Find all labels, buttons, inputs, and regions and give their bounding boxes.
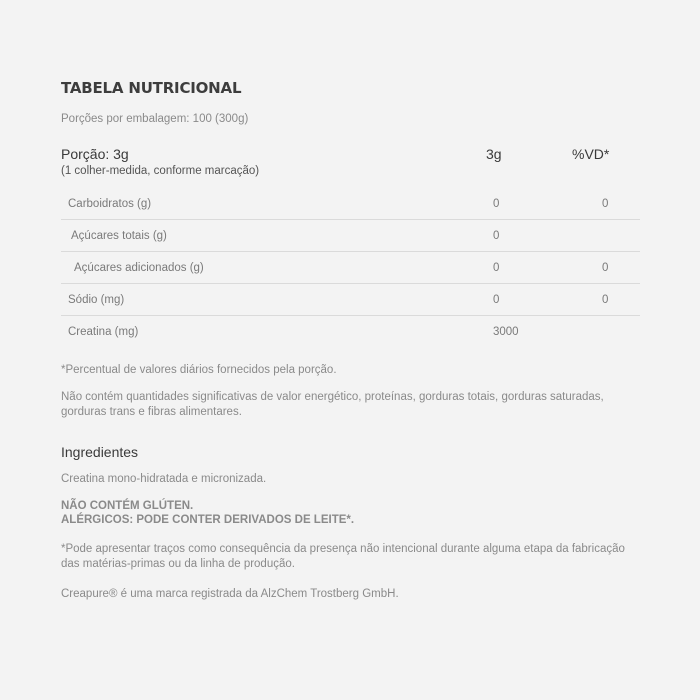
nutrient-name: Creatina (mg)	[68, 326, 139, 338]
ingredients-title: Ingredientes	[61, 444, 139, 460]
notice-line: gorduras trans e fibras alimentares.	[61, 406, 242, 418]
portions-per-package: Porções por embalagem: 100 (300g)	[61, 113, 249, 125]
nutrient-name: Carboidratos (g)	[68, 198, 152, 210]
nutrient-vd: 0	[602, 294, 609, 306]
notice-line: Não contém quantidades significativas de valor energético, proteínas, gorduras totais, gorduras saturadas,	[61, 391, 604, 403]
nutrient-value: 3000	[493, 326, 519, 338]
portion-description: (1 colher-medida, conforme marcação)	[61, 165, 260, 177]
gluten-warning: NÃO CONTÉM GLÚTEN.	[61, 500, 194, 512]
nutrient-name: Sódio (mg)	[68, 294, 125, 306]
vd-column-header: %VD*	[572, 146, 610, 162]
trademark-notice: Creapure® é uma marca registrada da AlzChem Trostberg GmbH.	[61, 588, 399, 600]
table-row	[61, 188, 640, 220]
nutrient-value: 0	[493, 294, 500, 306]
nutrient-name: Açúcares totais (g)	[71, 230, 167, 242]
nutrient-vd: 0	[602, 198, 609, 210]
portion-label: Porção: 3g	[61, 146, 129, 162]
table-row	[61, 284, 640, 316]
traces-notice	[61, 542, 640, 572]
allergen-warning	[61, 499, 640, 527]
nutrition-table	[61, 188, 640, 347]
amount-column-header: 3g	[486, 146, 502, 162]
nutrient-value: 0	[493, 262, 500, 274]
traces-line: *Pode apresentar traços como consequência da presença não intencional durante alguma etapa da fabricação	[61, 543, 625, 555]
traces-line: das matérias-primas ou da linha de produção.	[61, 558, 295, 570]
vd-footnote: *Percentual de valores diários fornecidos pela porção.	[61, 364, 337, 376]
ingredients-text: Creatina mono-hidratada e micronizada.	[61, 473, 267, 485]
table-row	[61, 316, 640, 347]
nutrient-vd: 0	[602, 262, 609, 274]
nutrient-name: Açúcares adicionados (g)	[74, 262, 204, 274]
table-row	[61, 252, 640, 284]
portion-header	[61, 146, 640, 178]
not-significant-notice	[61, 390, 636, 420]
nutrient-value: 0	[493, 198, 500, 210]
milk-warning: ALÉRGICOS: PODE CONTER DERIVADOS DE LEITE*.	[61, 514, 355, 526]
table-row	[61, 220, 640, 252]
page-title: TABELA NUTRICIONAL	[61, 79, 242, 97]
nutrient-value: 0	[493, 230, 500, 242]
